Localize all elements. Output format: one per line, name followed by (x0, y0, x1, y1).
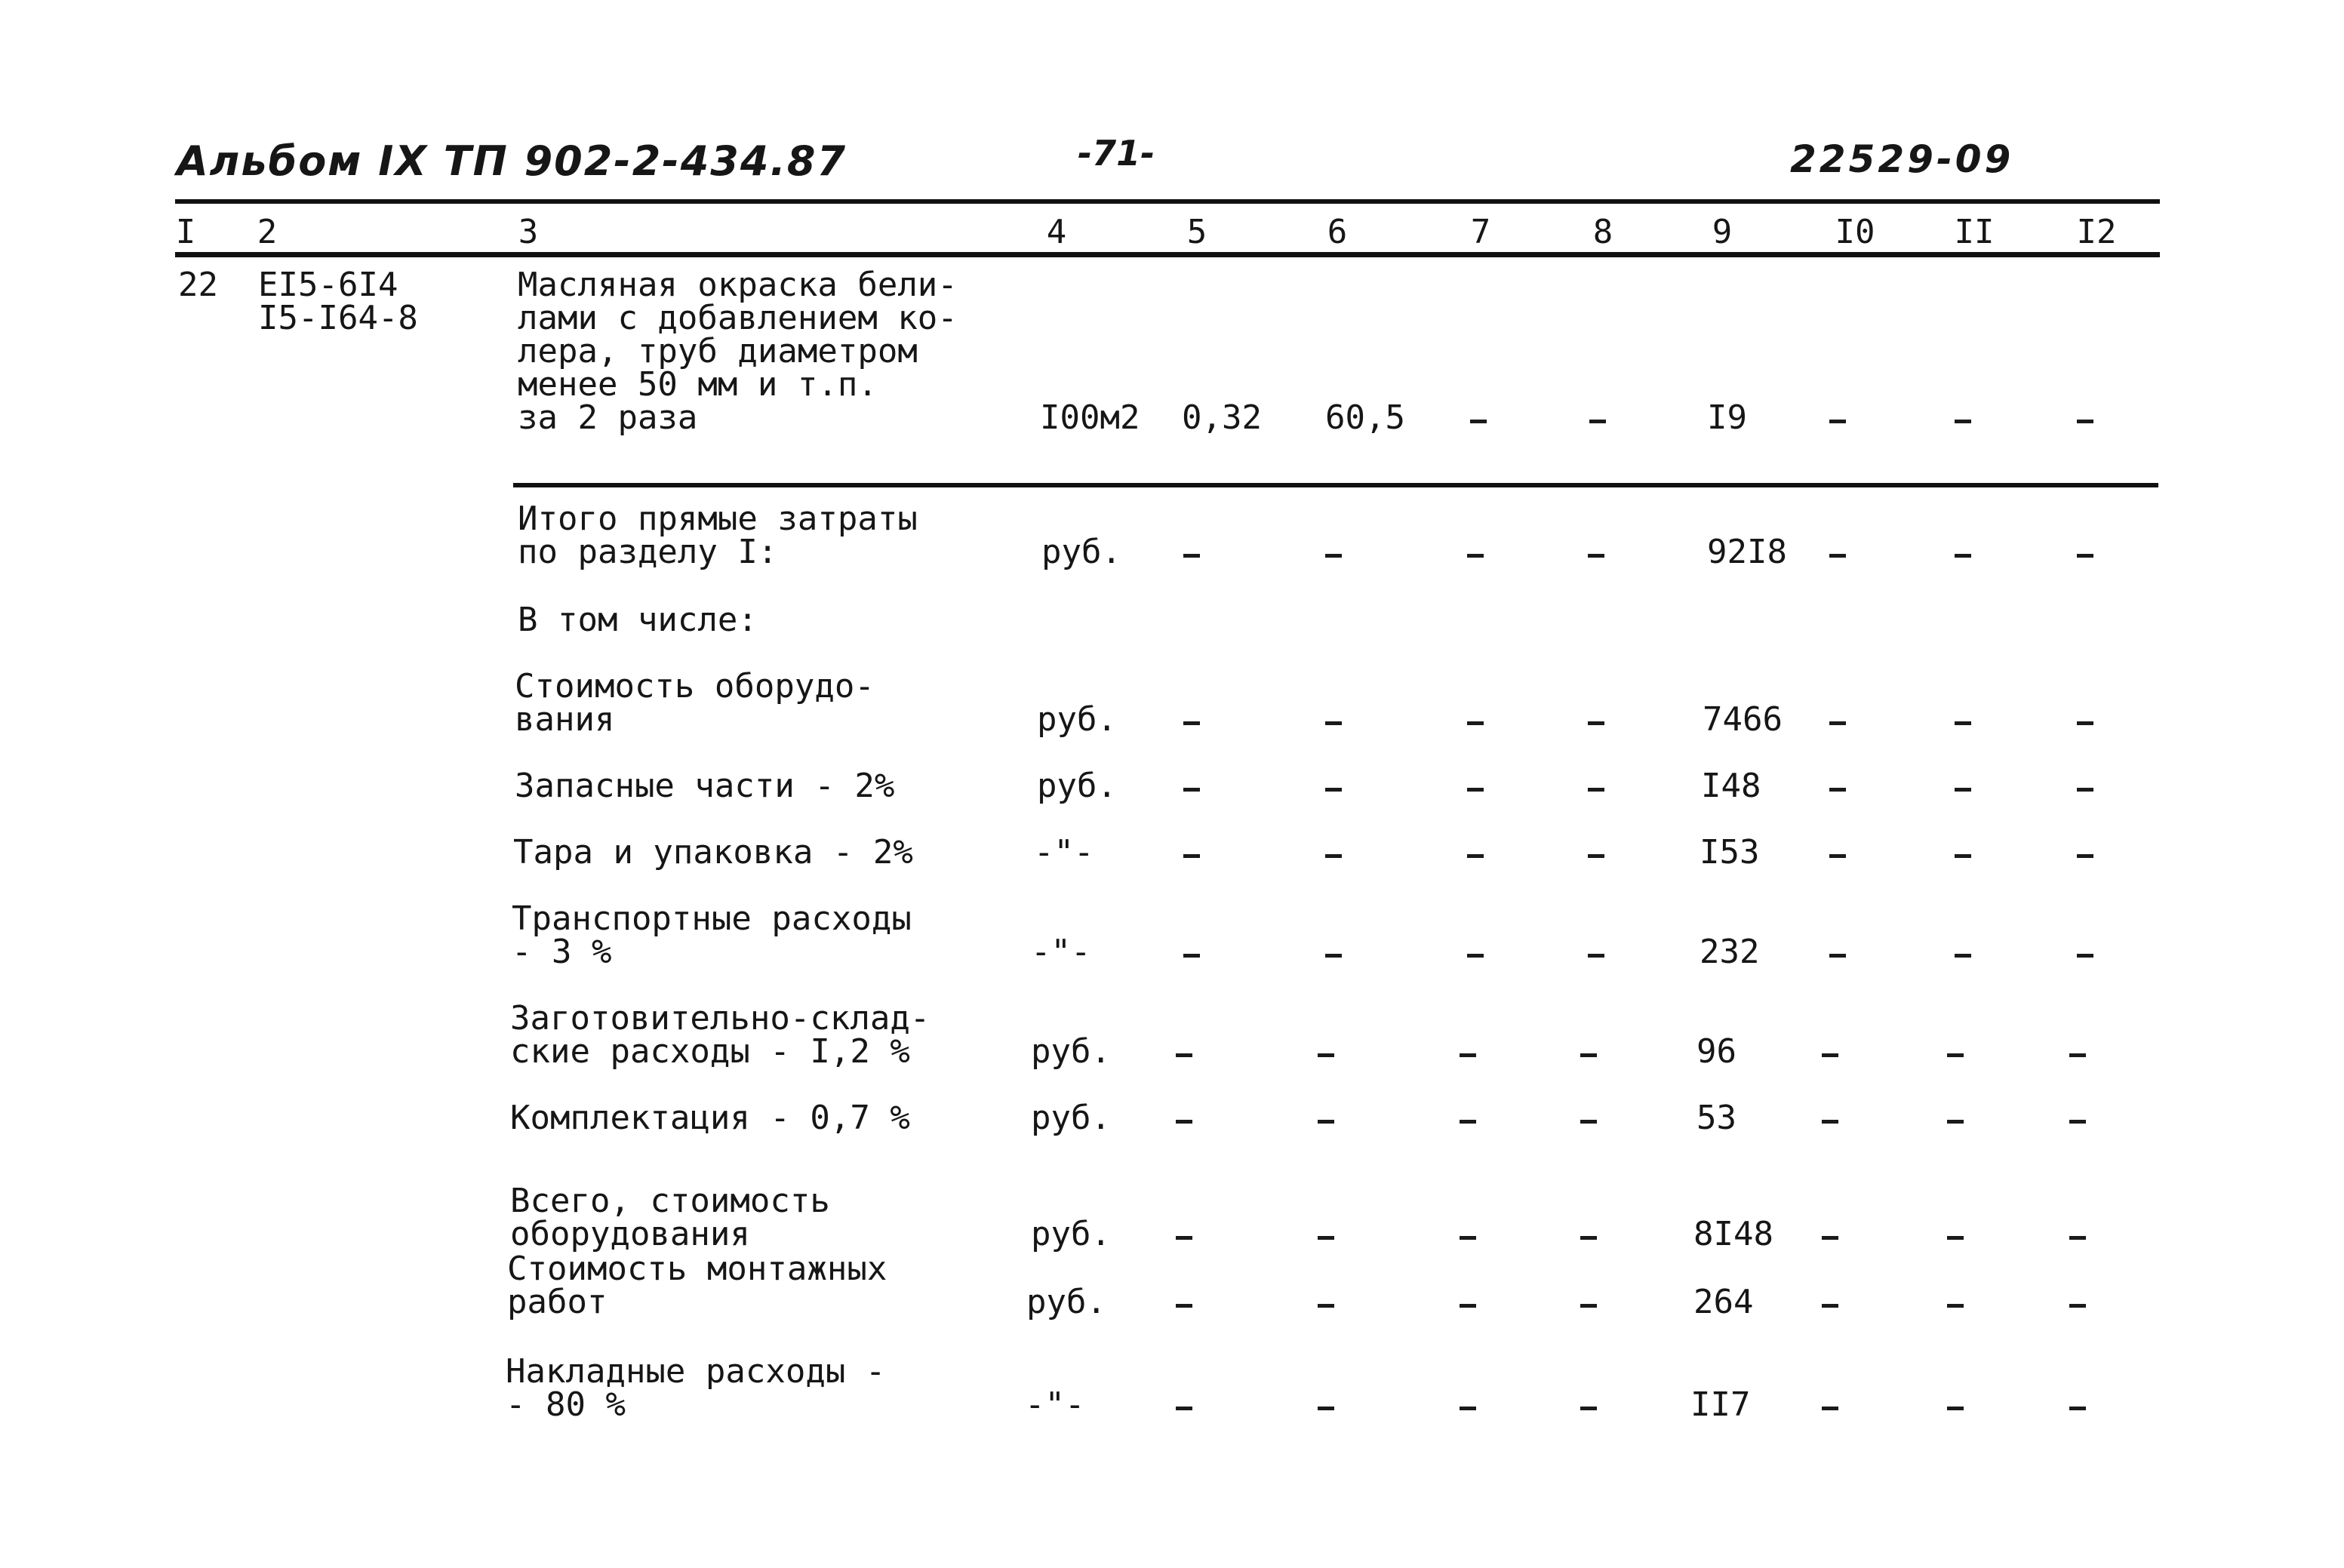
summary-dash (1318, 1120, 1334, 1124)
summary-dash (1822, 1236, 1838, 1240)
column-header-1: I (175, 213, 196, 251)
summary-label: Заготовительно-склад- ские расходы - I,2 % (510, 999, 931, 1071)
summary-dash (1325, 788, 1342, 792)
section-divider-rule (513, 483, 2158, 487)
dash-col7 (1470, 420, 1487, 423)
summary-dash (1947, 1053, 1964, 1057)
summary-dash (1176, 1120, 1192, 1124)
summary-dash (1325, 721, 1342, 725)
summary-unit: руб. (1037, 767, 1117, 805)
summary-dash (1183, 554, 1200, 558)
dash-col12 (2077, 420, 2093, 423)
summary-dash (1467, 854, 1484, 858)
column-header-7: 7 (1470, 213, 1491, 251)
summary-dash (1467, 554, 1484, 558)
summary-unit: -"- (1025, 1385, 1085, 1424)
summary-dash (1588, 788, 1604, 792)
summary-total: I48 (1701, 767, 1761, 805)
summary-dash (1955, 954, 1971, 958)
item-desc-line-4: менее 50 мм и т.п. (518, 365, 878, 404)
summary-dash (1460, 1053, 1476, 1057)
summary-dash (1955, 854, 1971, 858)
summary-total: 53 (1696, 1099, 1736, 1137)
item-price: 60,5 (1325, 398, 1405, 437)
summary-dash (2077, 788, 2093, 792)
item-number: 22 (178, 266, 218, 304)
summary-dash (1183, 721, 1200, 725)
summary-label: Комплектация - 0,7 % (510, 1099, 910, 1137)
document-number: 22529-09 (1790, 137, 2014, 181)
item-desc-line-5: за 2 раза (518, 398, 698, 437)
summary-label: Тара и упаковка - 2% (513, 833, 913, 872)
summary-dash (1580, 1407, 1597, 1410)
summary-label: Итого прямые затраты по разделу I: (518, 500, 918, 571)
column-header-10: I0 (1835, 213, 1875, 251)
summary-dash (1822, 1120, 1838, 1124)
summary-label: Транспортные расходы - 3 % (512, 899, 912, 971)
summary-dash (1176, 1053, 1192, 1057)
summary-dash (1829, 554, 1846, 558)
summary-dash (1580, 1304, 1597, 1308)
summary-dash (1318, 1304, 1334, 1308)
item-total: I9 (1707, 398, 1747, 437)
column-header-12: I2 (2076, 213, 2117, 251)
summary-unit: руб. (1031, 1215, 1111, 1253)
summary-dash (1580, 1120, 1597, 1124)
summary-dash (1588, 954, 1604, 958)
summary-dash (2069, 1407, 2086, 1410)
summary-unit: руб. (1031, 1032, 1111, 1071)
item-quantity: 0,32 (1182, 398, 1262, 437)
album-reference: Альбом IX ТП 902-2-434.87 (177, 137, 847, 185)
summary-dash (1829, 721, 1846, 725)
column-header-9: 9 (1712, 213, 1733, 251)
summary-dash (1325, 554, 1342, 558)
summary-total: I53 (1700, 833, 1760, 872)
summary-dash (1588, 854, 1604, 858)
summary-dash (1325, 854, 1342, 858)
summary-dash (1460, 1120, 1476, 1124)
summary-unit: руб. (1037, 700, 1117, 739)
summary-dash (1588, 554, 1604, 558)
summary-dash (1955, 721, 1971, 725)
summary-dash (2077, 954, 2093, 958)
summary-dash (1580, 1236, 1597, 1240)
summary-label: Всего, стоимость оборудования (510, 1182, 830, 1253)
summary-dash (1829, 854, 1846, 858)
summary-dash (1955, 554, 1971, 558)
summary-label: В том числе: (518, 601, 758, 639)
summary-dash (1183, 854, 1200, 858)
summary-total: 96 (1696, 1032, 1736, 1071)
summary-dash (1467, 788, 1484, 792)
summary-dash (2077, 554, 2093, 558)
item-unit: I00м2 (1040, 398, 1140, 437)
summary-dash (2069, 1120, 2086, 1124)
summary-total: 8I48 (1693, 1215, 1773, 1253)
summary-dash (1176, 1304, 1192, 1308)
summary-dash (1588, 721, 1604, 725)
summary-label: Стоимость монтажных работ (507, 1250, 887, 1321)
summary-dash (1829, 954, 1846, 958)
column-header-5: 5 (1186, 213, 1207, 251)
summary-dash (1318, 1407, 1334, 1410)
summary-dash (1822, 1407, 1838, 1410)
summary-total: 264 (1693, 1283, 1754, 1321)
column-header-4: 4 (1046, 213, 1067, 251)
summary-dash (1460, 1236, 1476, 1240)
item-desc-line-3: лера, труб диаметром (518, 332, 918, 370)
summary-total: 92I8 (1707, 533, 1787, 571)
item-code-2: I5-I64-8 (258, 299, 418, 337)
summary-dash (1460, 1407, 1476, 1410)
summary-dash (1947, 1304, 1964, 1308)
summary-dash (1467, 721, 1484, 725)
summary-dash (1467, 954, 1484, 958)
summary-unit: -"- (1031, 933, 1091, 971)
summary-unit: руб. (1031, 1099, 1111, 1137)
summary-dash (1947, 1120, 1964, 1124)
summary-dash (2077, 721, 2093, 725)
summary-dash (1822, 1053, 1838, 1057)
summary-dash (1947, 1236, 1964, 1240)
column-header-6: 6 (1327, 213, 1348, 251)
header-bottom-rule (175, 252, 2160, 257)
page-number: -71- (1078, 133, 1155, 174)
dash-col11 (1955, 420, 1971, 423)
summary-dash (1318, 1236, 1334, 1240)
summary-dash (1318, 1053, 1334, 1057)
summary-unit: руб. (1026, 1283, 1106, 1321)
summary-dash (1183, 788, 1200, 792)
dash-col10 (1829, 420, 1846, 423)
column-header-11: II (1954, 213, 1995, 251)
column-header-2: 2 (257, 213, 278, 251)
summary-total: 7466 (1703, 700, 1783, 739)
dash-col8 (1589, 420, 1606, 423)
summary-dash (1325, 954, 1342, 958)
summary-dash (2069, 1304, 2086, 1308)
summary-dash (1460, 1304, 1476, 1308)
summary-dash (1176, 1407, 1192, 1410)
summary-dash (2069, 1236, 2086, 1240)
item-desc-line-2: лами с добавлением ко- (518, 299, 958, 337)
summary-dash (1947, 1407, 1964, 1410)
summary-dash (1176, 1236, 1192, 1240)
summary-dash (2069, 1053, 2086, 1057)
summary-dash (1955, 788, 1971, 792)
summary-dash (1183, 954, 1200, 958)
summary-label: Накладные расходы - - 80 % (506, 1352, 886, 1424)
item-code-1: EI5-6I4 (258, 266, 398, 304)
summary-unit: -"- (1034, 833, 1094, 872)
summary-dash (1829, 788, 1846, 792)
column-header-3: 3 (518, 213, 539, 251)
item-desc-line-1: Масляная окраска бели- (518, 266, 958, 304)
summary-total: 232 (1700, 933, 1760, 971)
summary-dash (1580, 1053, 1597, 1057)
summary-label: Запасные части - 2% (515, 767, 895, 805)
summary-label: Стоимость оборудо- вания (515, 667, 875, 739)
column-header-8: 8 (1592, 213, 1613, 251)
summary-total: II7 (1690, 1385, 1751, 1424)
summary-dash (1822, 1304, 1838, 1308)
summary-dash (2077, 854, 2093, 858)
header-top-rule (175, 199, 2160, 204)
summary-unit: руб. (1041, 533, 1121, 571)
